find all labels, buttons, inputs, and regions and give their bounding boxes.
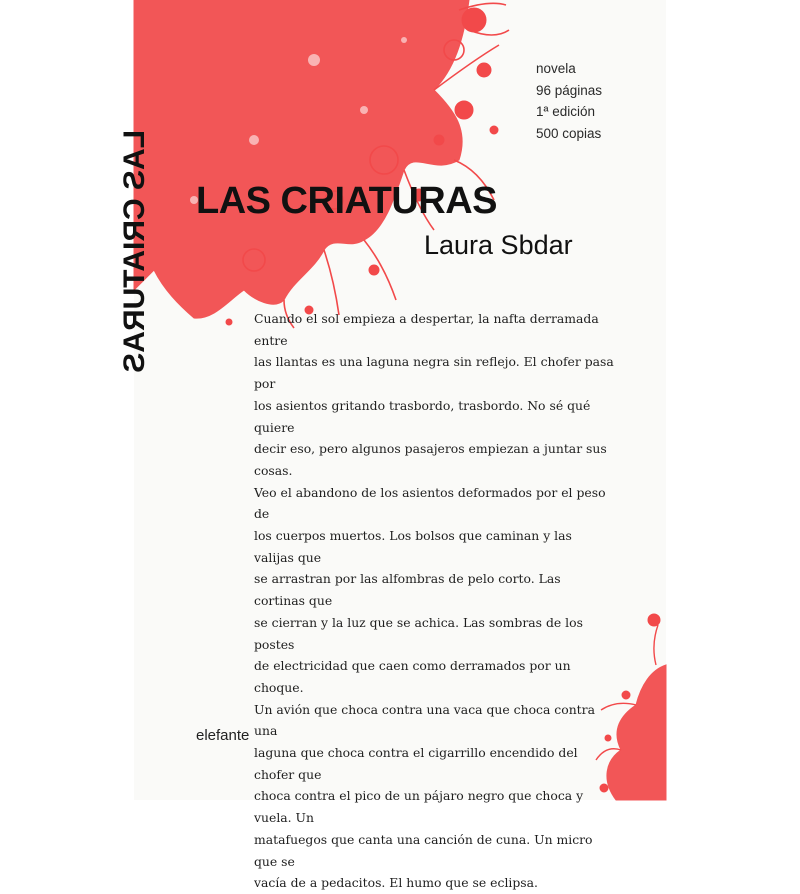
ink-splatter-icon: [134, 0, 514, 330]
book-blurb: [254, 308, 614, 894]
spine-title: LAS CRIATURAS: [118, 130, 151, 373]
page-count: 96 páginas: [536, 82, 603, 98]
book-details: [536, 58, 602, 144]
book-title: LAS CRIATURAS: [196, 180, 498, 222]
blurb-text: Cuando el sol empieza a despertar, la nafta derramada entre las llantas es una laguna negra sin reflejo. El chofer pasa por los asientos gritando trasbordo, trasbordo. No sé qué quiere decir eso, pero algunos pasajeros empiezan a juntar sus cosas. Veo el abandono de los asientos deformados por el peso de los cuerpos muertos. Los bolsos que caminan y las valijas que se arrastran por las alfombras de pelo corto. Las cortinas que se cierran y la luz que se achica. Las sombras de los postes de electricidad que caen como derramados por un choque. Un avión que choca contra una vaca que choca contra una laguna que choca contra el cigarrillo encendido del chofer que choca contra el pico de un pájaro negro que choca y vuela. Un matafuegos que canta una canción de cuna. Un micro que se vacía de a pedacitos. El humo que se eclipsa.: [254, 311, 614, 891]
edition-label: 1ª edición: [536, 104, 596, 119]
publisher-name: elefante: [196, 727, 250, 744]
book-author: Laura Sbdar: [424, 230, 573, 260]
book-cover: [118, 0, 666, 891]
copies-label: 500 copias: [536, 125, 602, 141]
genre-label: novela: [536, 61, 576, 76]
